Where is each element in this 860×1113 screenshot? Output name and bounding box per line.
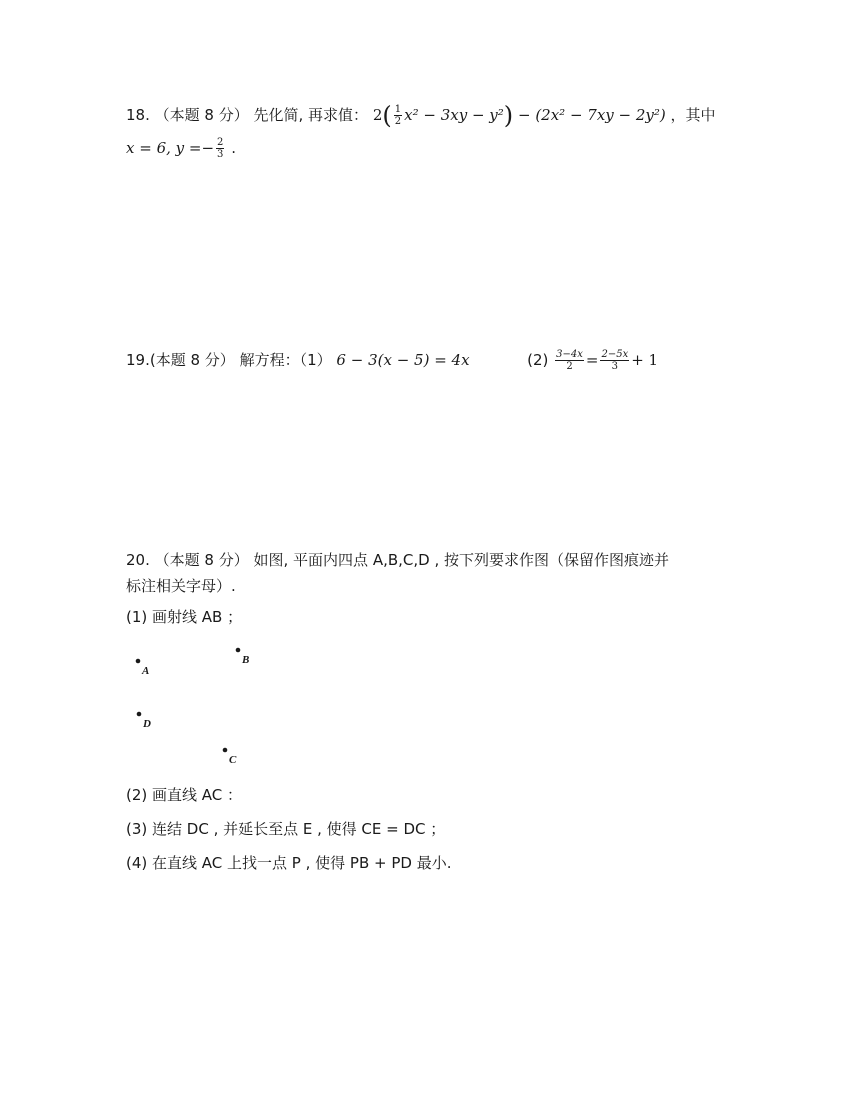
q20-line1 [126, 549, 669, 571]
point-label-d: D [143, 718, 151, 730]
q18-condition: x = 6, y =− [126, 139, 215, 157]
q20-step2: (2) 画直线 AC ： [126, 786, 243, 804]
q18-line2 [126, 137, 236, 160]
q19-rhs-tail: + 1 [631, 351, 659, 369]
q19-part1-equation: 6 − 3(x − 5) = 4x [336, 351, 470, 369]
q18-line1: 18. （本题 8 分） 先化简, 再求值： 2( $\frac{1}{2}$ x² − 3xy − y²) − (2x² − 7xy − 2y²) ，其中 [126, 101, 716, 130]
q19-rhs-fraction: $\frac{2-5x}{3}$ [601, 349, 629, 372]
q19-meta: (本题 8 分） [149, 351, 235, 369]
q20-step1: (1) 画射线 AB ； [126, 608, 243, 626]
q18-y-fraction: $\frac{2}{3}$ [217, 137, 224, 160]
q18-half-fraction: $\frac{1}{2}$ [394, 104, 402, 127]
q19-line [126, 349, 658, 372]
q19-equals: = [585, 351, 599, 369]
q20-line2 [126, 575, 236, 597]
q18-coef: 2 [372, 106, 383, 124]
q19-lhs-fraction: $\frac{3-4x}{2}$ [556, 349, 583, 372]
q18-meta: （本题 8 分） [154, 106, 249, 124]
point-b [236, 648, 241, 653]
point-label-b: B [242, 654, 250, 666]
q19-part2-label: (2) [527, 351, 549, 369]
q20-meta: （本题 8 分） [154, 551, 249, 569]
q20-step4: (4) 在直线 AC 上找一点 P , 使得 PB + PD 最小. [126, 854, 452, 872]
q18-second-group: (2x² − 7xy − 2y²) [535, 106, 666, 124]
q19-number: 19. [126, 351, 150, 369]
point-c [223, 748, 228, 753]
point-label-c: C [229, 754, 237, 766]
q19-instruction: 解方程： [239, 351, 300, 369]
point-d [137, 712, 142, 717]
q18-instruction: 先化简, 再求值： [253, 106, 369, 124]
q18-number: 18. [126, 106, 150, 124]
q19-part1-label: （1） [299, 351, 332, 369]
points-figure [126, 638, 286, 773]
q20-statement-line1: 如图, 平面内四点 A,B,C,D , 按下列要求作图（保留作图痕迹并 [253, 551, 670, 569]
q18-tail: ，其中 [670, 106, 716, 124]
point-a [136, 659, 141, 664]
q20-number: 20. [126, 551, 150, 569]
point-label-a: A [142, 665, 150, 677]
q18-end: . [231, 139, 236, 157]
q20-statement-line2: 标注相关字母）. [126, 577, 236, 595]
q18-minus: − [517, 106, 531, 124]
q18-inner-rest: x² − 3xy − y² [404, 106, 504, 124]
q20-step3: (3) 连结 DC , 并延长至点 E , 使得 CE = DC ； [126, 820, 446, 838]
